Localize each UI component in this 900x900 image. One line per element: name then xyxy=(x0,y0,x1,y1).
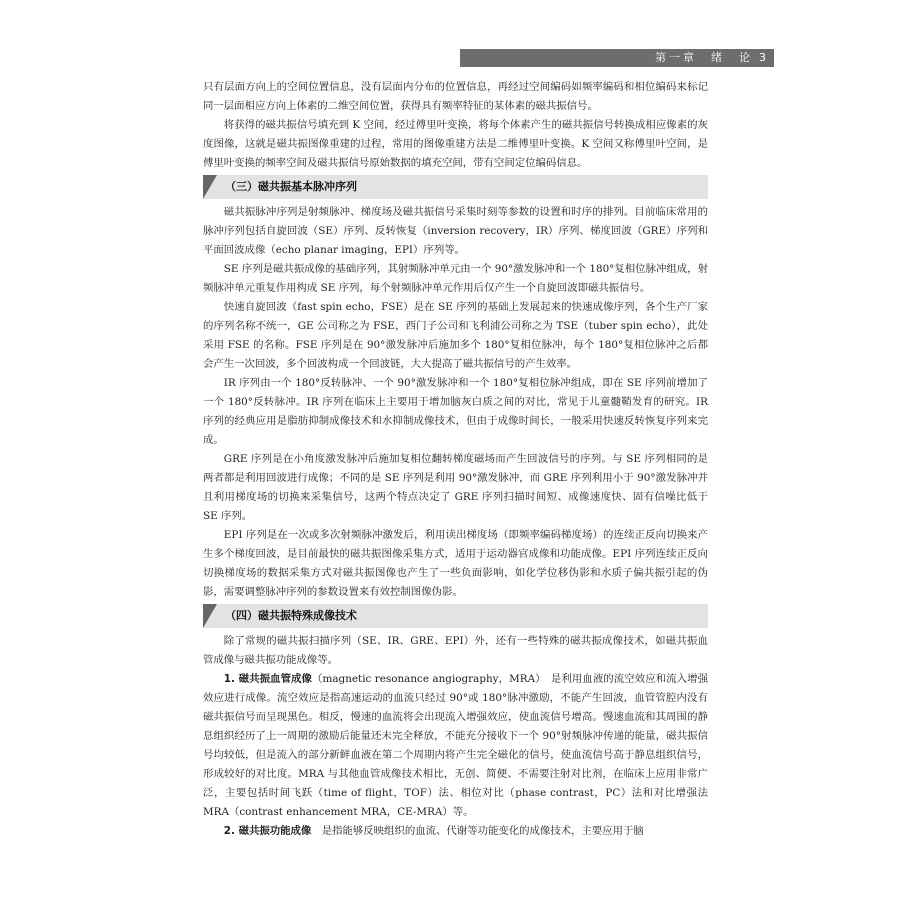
paragraph: EPI 序列是在一次或多次射频脉冲激发后，利用读出梯度场（即频率编码梯度场）的连续正反向切换来产生多个梯度回波，是目前最快的磁共振图像采集方式，适用于运动器官成像和功能成像。EPI 序列连续正反向切换梯度场的数据采集方式对磁共振图像也产生了一些负面影响，如化学位移伪影和水质子偏共振引起的伪影，需要调整脉冲序列的参数设置来有效控制图像伪影。 xyxy=(203,529,708,598)
heading-marker xyxy=(203,604,217,628)
section-heading xyxy=(203,604,708,628)
page-number: 3 xyxy=(759,51,766,64)
paragraph: 磁共振脉冲序列是射频脉冲、梯度场及磁共振信号采集时刻等参数的设置和时序的排列。目前临床常用的脉冲序列包括自旋回波（SE）序列、反转恢复（inversion recovery，IR）序列、梯度回波（GRE）序列和平面回波成像（echo planar imaging，EPI）序列等。 xyxy=(203,206,708,256)
page-body xyxy=(203,78,708,841)
paragraph: 将获得的磁共振信号填充到 K 空间，经过傅里叶变换，将每个体素产生的磁共振信号转换成相应像素的灰度图像，这就是磁共振图像重建的过程，常用的图像重建方法是二维傅里叶变换。K 空间又称傅里叶空间，是傅里叶变换的频率空间及磁共振信号原始数据的填充空间，带有空间定位编码信息。 xyxy=(203,119,708,169)
paragraph: 快速自旋回波（fast spin echo，FSE）是在 SE 序列的基础上发展起来的快速成像序列，各个生产厂家的序列名称不统一，GE 公司称之为 FSE，西门子公司和飞利浦公司称之为 TSE（tuber spin echo），此处采用 FSE 的名称。FSE 序列是在 90°激发脉冲后施加多个 180°复相位脉冲，每个 180°复相位脉冲之后都会产生一次回波，多个回波构成一个回波链，大大提高了磁共振信号的产生效率。 xyxy=(203,301,708,370)
paragraph xyxy=(203,822,708,841)
section-title: （三）磁共振基本脉冲序列 xyxy=(225,180,357,193)
paragraph-text: 是指能够反映组织的血流、代谢等功能变化的成像技术，主要应用于脑 xyxy=(311,825,644,837)
paragraph: 除了常规的磁共振扫描序列（SE、IR、GRE、EPI）外，还有一些特殊的磁共振成像技术，如磁共振血管成像与磁共振功能成像等。 xyxy=(203,635,708,666)
heading-marker xyxy=(203,175,217,199)
section-title: （四）磁共振特殊成像技术 xyxy=(225,609,357,622)
subsection-lead: 2. 磁共振功能成像 xyxy=(223,825,312,837)
paragraph xyxy=(203,670,708,822)
paragraph: 只有层面方向上的空间位置信息，没有层面内分布的位置信息，再经过空间编码如频率编码和相位编码来标记同一层面相应方向上体素的二维空间位置，获得具有频率特征的某体素的磁共振信号。 xyxy=(203,81,708,112)
section-heading xyxy=(203,175,708,199)
subsection-lead: 1. 磁共振血管成像 xyxy=(223,673,313,685)
running-header xyxy=(460,49,774,67)
paragraph: GRE 序列是在小角度激发脉冲后施加复相位翻转梯度磁场而产生回波信号的序列。与 SE 序列相同的是两者都是利用回波进行成像；不同的是 SE 序列是利用 90°激发脉冲，而 GRE 序列利用小于 90°激发脉冲并且利用梯度场的切换来采集信号，这两个特点决定了 GRE 序列扫描时间短、成像速度快、固有信噪比低于 SE 序列。 xyxy=(203,453,708,522)
paragraph: SE 序列是磁共振成像的基础序列，其射频脉冲单元由一个 90°激发脉冲和一个 180°复相位脉冲组成，射频脉冲单元重复作用构成 SE 序列，每个射频脉冲单元作用后仅产生一个自旋回波即磁共振信号。 xyxy=(203,263,708,294)
paragraph: IR 序列由一个 180°反转脉冲、一个 90°激发脉冲和一个 180°复相位脉冲组成，即在 SE 序列前增加了一个 180°反转脉冲。IR 序列在临床上主要用于增加脑灰白质之间的对比，常见于儿童髓鞘发育的研究。IR 序列的经典应用是脂肪抑制成像技术和水抑制成像技术，但由于成像时间长，一般采用快速反转恢复序列来完成。 xyxy=(203,377,708,446)
paragraph-text: （magnetic resonance angiography，MRA） 是利用血液的流空效应和流入增强效应进行成像。流空效应是指高速运动的血流只经过 90°或 180°脉冲激励，不能产生回波，血管管腔内没有磁共振信号而呈现黑色。相反，慢速的血流将会出现流入增强效应，使血流信号增高。慢速血流和其周围的静息组织经历了上一周期的激励后能量还未完全释放，不能充分接收下一个 90°射频脉冲传递的能量，磁共振信号均较低，但是流入的部分新鲜血液在第二个周期内将产生完全磁化的信号，使血流信号高于静息组织信号，形成较好的对比度。MRA 与其他血管成像技术相比，无创、简便、不需要注射对比剂，在临床上应用非常广泛，主要包括时间飞跃（time of flight，TOF）法、相位对比（phase contrast，PC）法和对比增强法 MRA（contrast enhancement MRA，CE-MRA）等。 xyxy=(203,673,709,818)
chapter-title: 第一章 绪 论 xyxy=(655,51,753,64)
